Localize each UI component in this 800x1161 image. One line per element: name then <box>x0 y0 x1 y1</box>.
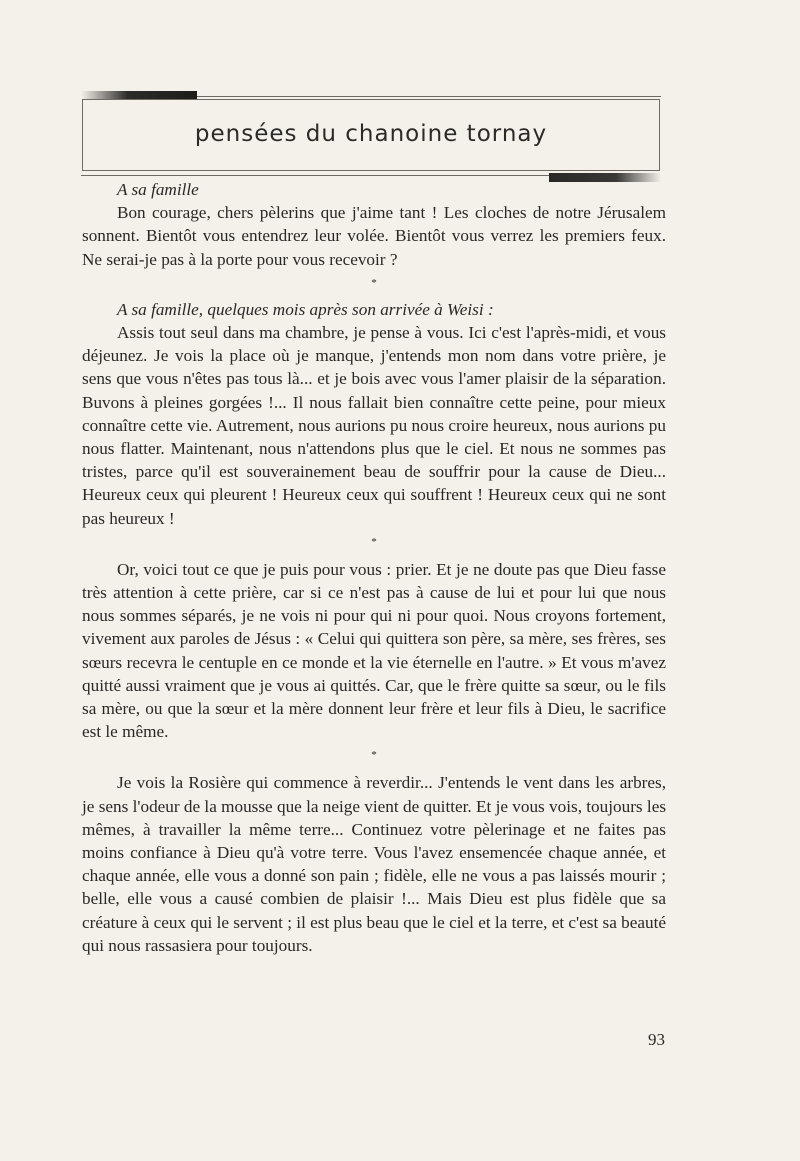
title-ornament-left <box>81 91 197 99</box>
section2-heading: A sa famille, quelques mois après son arrivée à Weisi : <box>117 299 494 319</box>
section4-paragraph: Je vois la Rosière qui commence à reverdir... J'entends le vent dans les arbres, je sens l'odeur de la mousse que la neige vient de quitter. Et je vous vois, toujours les mêmes, à travailler la même terre... Continuez votre pèlerinage et ne faites pas moins confiance à Dieu qu'à votre terre. Vous l'avez ensemencée chaque année, et chaque année, elle vous a donné son pain ; fidèle, elle ne vous a pas laissés mourir ; belle, elle vous a causé combien de plaisir !... Mais Dieu est plus fidèle que sa créature à ceux qui le servent ; il est plus beau que le ciel et la terre, et c'est sa beauté qui nous rassasiera pour toujours. <box>82 773 667 955</box>
body-text <box>82 178 666 957</box>
section1-heading: A sa famille <box>117 180 199 199</box>
title-rule-bottom <box>81 175 549 176</box>
section3-paragraph: Or, voici tout ce que je puis pour vous : prier. Et je ne doute pas que Dieu fasse très attention à cette prière, car si ce n'est pas à cause de lui et pour lui que nous nous sommes séparés, je ne vois ni pour qui ni pour quoi. Nous croyons fortement, vivement aux paroles de Jésus : « Celui qui quittera son père, sa mère, ses frères, ses sœurs recevra le centuple en ce monde et la vie éternelle en l'autre. » Et vous m'avez quitté aussi vraiment que je vous ai quittés. Car, que le frère quitte sa sœur, ou le fils sa mère, ou que la sœur et la mère donnent leur frère et leur fils à Dieu, le sacrifice est le même. <box>82 559 666 742</box>
title-rule-top <box>197 96 661 97</box>
separator-3: * <box>371 749 377 762</box>
separator-1: * <box>371 276 377 289</box>
separator-2: * <box>371 535 377 548</box>
page-number: 93 <box>648 1030 665 1049</box>
section2-paragraph: Assis tout seul dans ma chambre, je pense à vous. Ici c'est l'après-midi, et vous déjeunez. Je vois la place où je manque, j'entends mon nom dans votre prière, je sens que vous n'êtes pas tous là... et je bois avec vous l'amer plaisir de la séparation. Buvons à pleines gorgées !... Il nous fallait bien connaître cette peine, pour mieux connaître cette vie. Autrement, nous aurions pu nous croire heureux, nous aurions pu nous flatter. Maintenant, nous n'attendons plus que le ciel. Et nous ne sommes pas tristes, parce qu'il est souverainement beau de souffrir pour la cause de Dieu... Heureux ceux qui pleurent ! Heureux ceux qui souffrent ! Heureux ceux qui ne sont pas heureux ! <box>82 323 666 528</box>
title-box <box>82 99 660 171</box>
page-title: pensées du chanoine tornay <box>194 121 548 147</box>
section1-paragraph: Bon courage, chers pèlerins que j'aime tant ! Les cloches de notre Jérusalem sonnent. Bientôt vous entendrez leur volée. Bientôt vous verrez les premiers feux. Ne serai-je pas à la porte pour vous recevoir ? <box>82 203 666 269</box>
